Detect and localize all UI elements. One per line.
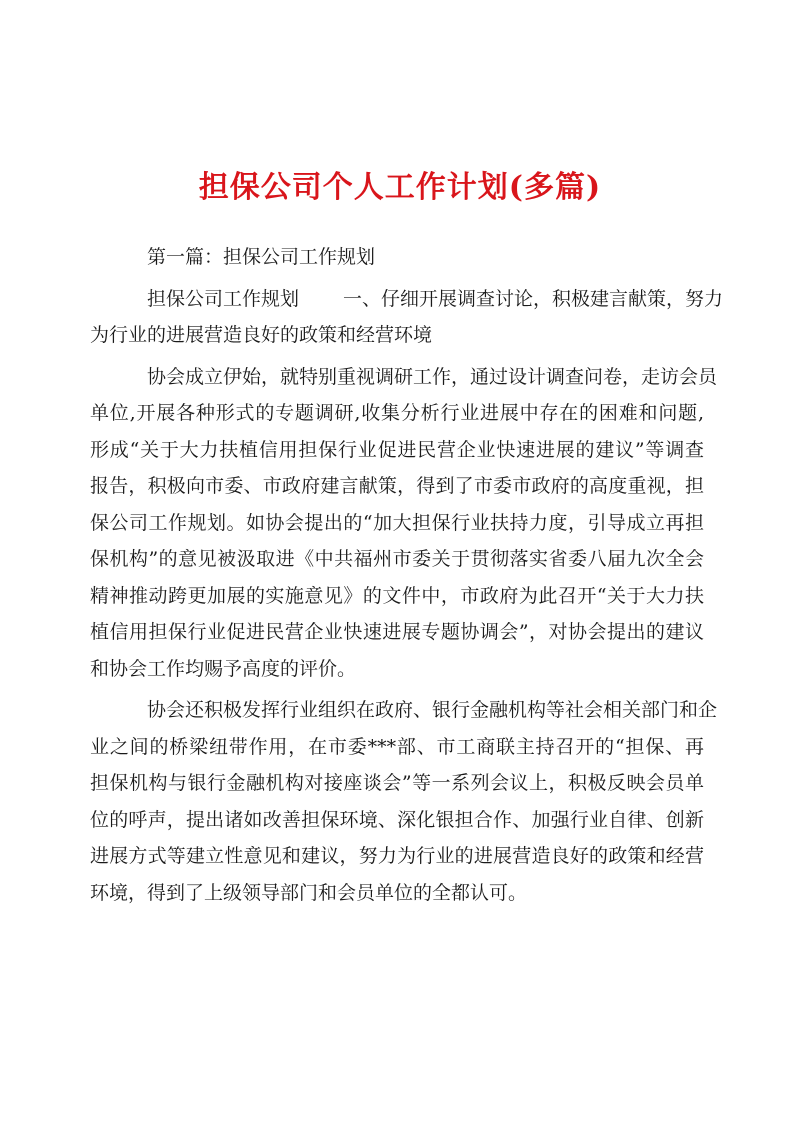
paragraph-line: 报告，积极向市委、市政府建言献策，得到了市委市政府的高度重视，担 bbox=[90, 475, 704, 497]
paragraph-line: 保机构”的意见被汲取进《中共福州市委关于贯彻落实省委八届九次全会 bbox=[90, 548, 704, 570]
paragraph-line: 单位,开展各种形式的专题调研,收集分析行业进展中存在的困难和问题, bbox=[90, 402, 704, 424]
document-body bbox=[90, 239, 724, 911]
paragraph-line: 和协会工作均赐予高度的评价。 bbox=[90, 657, 357, 680]
paragraph-line: 业之间的桥梁纽带作用，在市委***部、市工商联主持召开的“担保、再 bbox=[90, 735, 704, 758]
paragraph-line: 协会还积极发挥行业组织在政府、银行金融机构等社会相关部门和企 bbox=[147, 699, 718, 721]
paragraph-line: 植信用担保行业促进民营企业快速进展专题协调会”，对协会提出的建议 bbox=[90, 621, 704, 643]
paragraph-2 bbox=[90, 692, 718, 911]
paragraph-line: 精神推动跨更加展的实施意见》的文件中，市政府为此召开“关于大力扶 bbox=[90, 584, 704, 607]
paragraph-line: 保公司工作规划。如协会提出的“加大担保行业扶持力度，引导成立再担 bbox=[90, 511, 704, 534]
paragraph-1 bbox=[90, 359, 718, 688]
paragraph-line: 环境，得到了上级领导部门和会员单位的全都认可。 bbox=[90, 881, 528, 904]
section-heading-text: 第一篇：担保公司工作规划 bbox=[147, 246, 376, 268]
document-title: 担保公司个人工作计划(多篇) bbox=[198, 170, 602, 205]
intro-line: 担保公司工作规划 一、仔细开展调查讨论，积极建言献策，努力 bbox=[147, 287, 724, 310]
paragraph-line: 协会成立伊始，就特别重视调研工作，通过设计调查问卷，走访会员 bbox=[147, 365, 718, 388]
paragraph-line: 担保机构与银行金融机构对接座谈会”等一系列会议上，积极反映会员单 bbox=[90, 772, 704, 794]
intro-paragraph bbox=[90, 281, 724, 354]
intro-line: 为行业的进展营造良好的政策和经营环境 bbox=[90, 324, 433, 346]
paragraph-line: 形成“关于大力扶植信用担保行业促进民营企业快速进展的建议”等调查 bbox=[90, 438, 704, 461]
paragraph-line: 位的呼声，提出诸如改善担保环境、深化银担合作、加强行业自律、创新 bbox=[90, 808, 704, 831]
section-heading bbox=[90, 239, 704, 276]
paragraph-line: 进展方式等建立性意见和建议，努力为行业的进展营造良好的政策和经营 bbox=[90, 845, 704, 867]
